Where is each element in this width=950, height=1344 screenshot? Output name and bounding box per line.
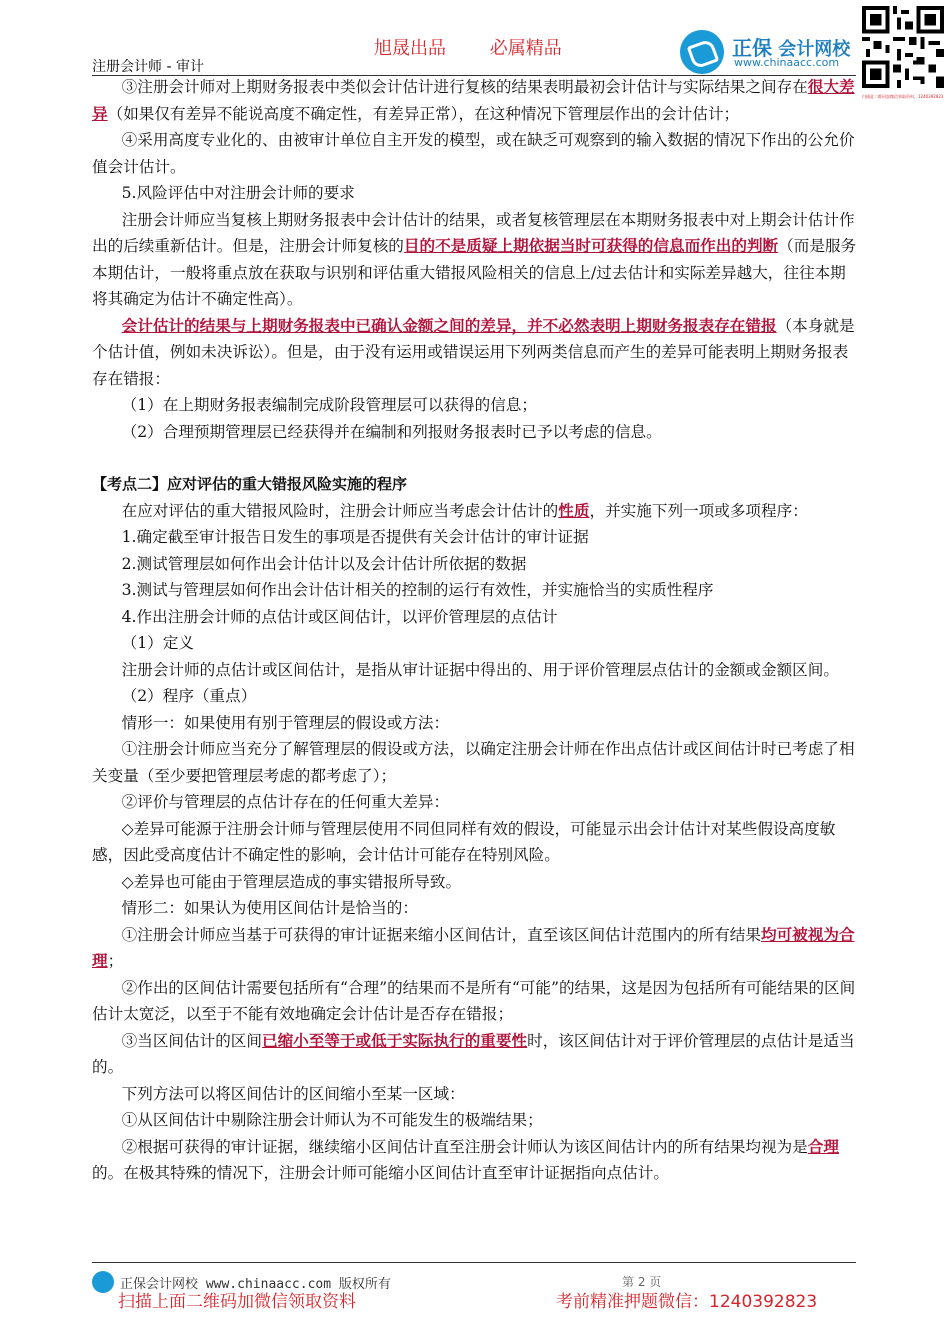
highlight-text: 已缩小至等于或低于实际执行的重要性 (261, 1030, 528, 1050)
text-run: ②根据可获得的审计证据，继续缩小区间估计直至注册会计师认为该区间估计内的所有结果均视为是 (121, 1137, 808, 1156)
text-run: 的。在极其特殊的情况下，注册会计师可能缩小区间估计直至审计证据指向点估计。 (92, 1164, 669, 1182)
paragraph: ①注册会计师应当充分了解管理层的假设或方法，以确定注册会计师在作出点估计或区间估计时已考虑了相关变量（至少要把管理层考虑的都考虑了）； (92, 740, 855, 785)
paragraph (92, 74, 860, 127)
paragraph (92, 1134, 860, 1187)
paragraph: 5.风险评估中对注册会计师的要求 (121, 184, 355, 202)
paragraph: 4.作出注册会计师的点估计或区间估计，以评价管理层的点估计 (121, 607, 558, 626)
text-run: ③当区间估计的区间 (121, 1031, 262, 1050)
top-promo-right: 必属精品 (489, 38, 562, 59)
highlight-text: 目的不是质疑上期依据当时可获得的信息而作出的判断 (403, 236, 779, 255)
paragraph: ②评价与管理层的点估计存在的任何重大差异： (121, 793, 450, 811)
paragraph: （1）在上期财务报表编制完成阶段管理层可以获得的信息； (121, 396, 537, 414)
text-run: （本身就是个估计值，例如未决诉讼）。但是，由于没有运用或错误运用下列两类信息而产生的差异可能表明上期财务报表存在错报： (92, 316, 855, 388)
text-run: 在应对评估的重大错报风险时，注册会计师应当考虑会计估计的 (121, 501, 559, 520)
paragraph: 1.确定截至审计报告日发生的事项是否提供有关会计估计的审计证据 (121, 528, 589, 546)
text-run: （如果仅有差异不能说高度不确定性，有差异正常），在这种情况下管理层作出的会计估计； (107, 104, 740, 123)
chinaacc-logo (680, 30, 860, 74)
highlight-text: 很大差异 (92, 77, 855, 123)
highlight-text: 会计估计的结果与上期财务报表中已确认金额之间的差异，并不必然表明上期财务报表存在错报 (121, 315, 777, 335)
paragraph: 下列方法可以将区间估计的区间缩小至某一区域： (121, 1084, 465, 1103)
paragraph: （2）合理预期管理层已经获得并在编制和列报财务报表时已予以考虑的信息。 (121, 422, 662, 441)
bottom-promo-right: 考前精准押题微信：1240392823 (556, 1292, 818, 1312)
text-run: 注册会计师应当复核上期财务报表中会计估计的结果，或者复核管理层在本期财务报表中对上期会计估计作出的后续重新估计。但是，注册会计师复核的 (92, 210, 855, 255)
text-run: ，并实施下列一项或多项程序： (589, 501, 808, 520)
document-body (92, 74, 860, 1187)
page-number: 第 2 页 (622, 1275, 662, 1289)
paragraph: ◇差异可能源于注册会计师与管理层使用不同但同样有效的假设，可能显示出会计估计对某些假设高度敏感，因此受高度估计不确定性的影响，会计估计可能存在特别风险。 (92, 819, 836, 864)
text-run: ③注册会计师对上期财务报表中类似会计估计进行复核的结果表明最初会计估计与实际结果之间存在 (121, 78, 808, 96)
paragraph: 3.测试与管理层如何作出会计估计相关的控制的运行有效性，并实施恰当的实质性程序 (121, 581, 714, 599)
top-promo-left: 旭晟出品 (374, 38, 446, 59)
paragraph (92, 498, 860, 525)
logo-url: www.chinaacc.com (734, 56, 840, 69)
footer-divider (92, 1262, 856, 1263)
logo-brand-suffix: 会计网校 (778, 39, 851, 60)
text-run: （而是服务本期估计，一般将重点放在获取与识别和评估重大错报风险相关的信息上/过去估计和实际差异越大，往往本期将其确定为估计不确定性高）。 (92, 237, 857, 308)
paragraph (92, 1028, 860, 1081)
qr-code-icon (862, 6, 944, 88)
paragraph: ◇差异也可能由于管理层造成的事实错报所导致。 (121, 872, 462, 891)
spacer (92, 445, 860, 471)
chinaacc-logo-icon (92, 1271, 114, 1293)
logo-brand-name: 正保 (732, 36, 772, 60)
paragraph (92, 922, 860, 975)
paragraph: 情形二：如果认为使用区间估计是恰当的： (121, 899, 418, 917)
text-run: 时，该区间估计对于评价管理层的点估计是适当的。 (92, 1031, 855, 1076)
highlight-text: 性质 (558, 500, 590, 520)
paragraph (92, 207, 860, 313)
paragraph: 2.测试管理层如何作出会计估计以及会计估计所依据的数据 (121, 554, 527, 573)
paragraph: ④采用高度专业化的、由被审计单位自主开发的模型，或在缺乏可观察到的输入数据的情况下作出的公允价值会计估计。 (92, 131, 855, 176)
text-run: ； (107, 952, 124, 970)
paragraph: 情形一：如果使用有别于管理层的假设或方法： (121, 713, 450, 732)
paragraph: 注册会计师的点估计或区间估计，是指从审计证据中得出的、用于评价管理层点估计的金额或金额区间。 (121, 660, 839, 679)
bottom-promo-left: 扫描上面二维码加微信领取资料 (118, 1292, 356, 1312)
top-promo-banner (374, 34, 600, 60)
subject-title: 注册会计师 - 审计 (92, 59, 204, 75)
paragraph (92, 313, 860, 393)
text-run: ①注册会计师应当基于可获得的审计证据来缩小区间估计，直至该区间估计范围内的所有结果 (121, 925, 761, 944)
paragraph: ②作出的区间估计需要包括所有“合理”的结果而不是所有“可能”的结果，这是因为包括所有可能结果的区间估计太宽泛，以至于不能有效地确定会计估计是否存在错报； (92, 978, 856, 1023)
highlight-text: 均可被视为合理 (92, 924, 855, 970)
paragraph: （2）程序（重点） (121, 687, 257, 705)
footer-copyright: 正保会计网校 www.chinaacc.com 版权所有 (120, 1277, 391, 1292)
highlight-text: 合理 (807, 1136, 839, 1156)
section-heading: 【考点二】应对评估的重大错报风险实施的程序 (92, 475, 408, 493)
qr-note: 扫描此二维码加微信领取资料，1240392823 (862, 94, 944, 99)
paragraph: ①从区间估计中剔除注册会计师认为不可能发生的极端结果； (121, 1111, 543, 1129)
paragraph: （1）定义 (121, 634, 194, 652)
chinaacc-logo-icon (680, 30, 724, 74)
